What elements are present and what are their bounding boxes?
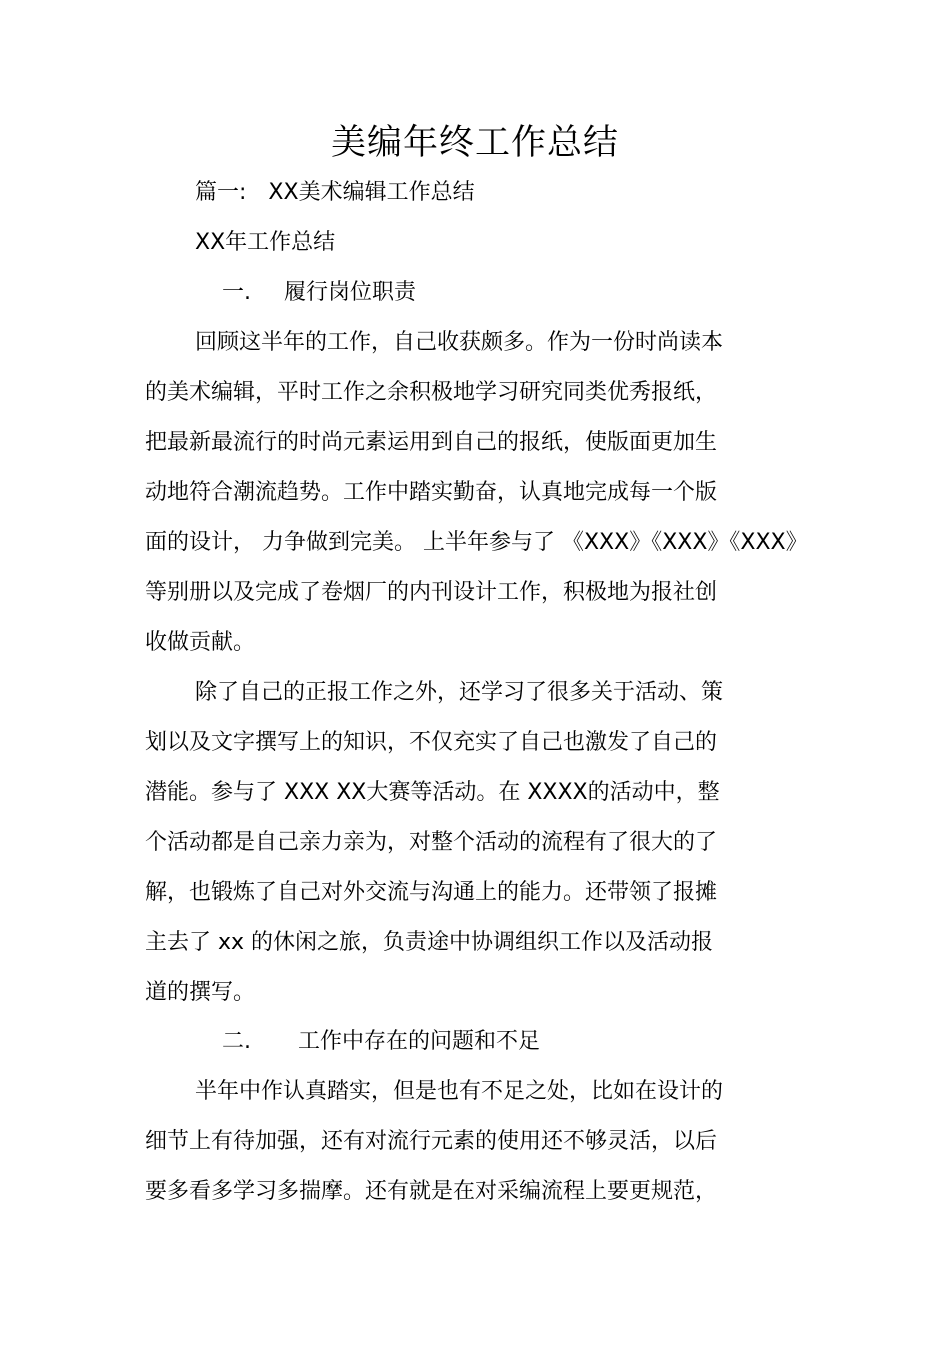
para2-line: 划以及文字撰写上的知识，不仅充实了自己也激发了自己的 [145, 730, 718, 755]
section2-title: 工作中存在的问题和不足 [298, 1029, 541, 1054]
heading-part1-label: 篇一: [195, 180, 247, 205]
para2-line: 道的撰写。 [145, 980, 256, 1005]
para1-line: 回顾这半年的工作，自己收获颇多。作为一份时尚读本 [195, 330, 724, 355]
heading-part1 [195, 178, 475, 208]
para2-line: 除了自己的正报工作之外，还学习了很多关于活动、策 [195, 680, 724, 705]
heading-part1-text: XX美术编辑工作总结 [268, 180, 475, 205]
section2-heading [222, 1027, 540, 1057]
para3-line: 要多看多学习多揣摩。还有就是在对采编流程上要更规范， [145, 1179, 718, 1204]
section1-number: 一. [222, 280, 251, 305]
para1-line: 面的设计， 力争做到完美。 上半年参与了 《XXX》《XXX》《XXX》 [145, 530, 808, 555]
para1-line: 收做贡献。 [145, 630, 256, 655]
para2-line: 解，也锻炼了自己对外交流与沟通上的能力。还带领了报摊 [145, 880, 718, 905]
para2-line: 个活动都是自己亲力亲为，对整个活动的流程有了很大的了 [145, 830, 718, 855]
section1-heading [222, 278, 416, 308]
para3-line: 细节上有待加强，还有对流行元素的使用还不够灵活，以后 [145, 1129, 718, 1154]
para1-line: 的美术编辑，平时工作之余积极地学习研究同类优秀报纸， [145, 380, 718, 405]
document-title: 美编年终工作总结 [330, 123, 619, 163]
heading-year: XX年工作总结 [195, 230, 336, 255]
para1-line: 等别册以及完成了卷烟厂的内刊设计工作，积极地为报社创 [145, 580, 718, 605]
para1-line: 把最新最流行的时尚元素运用到自己的报纸，使版面更加生 [145, 430, 718, 455]
para2-line: 潜能。参与了 XXX XX大赛等活动。在 XXXX的活动中，整 [145, 780, 720, 805]
para2-line: 主去了 xx 的休闲之旅，负责途中协调组织工作以及活动报 [145, 930, 714, 955]
para1-line: 动地符合潮流趋势。工作中踏实勤奋，认真地完成每一个版 [145, 480, 718, 505]
para3-line: 半年中作认真踏实，但是也有不足之处，比如在设计的 [195, 1079, 724, 1104]
section1-title: 履行岗位职责 [284, 280, 417, 305]
section2-number: 二. [222, 1029, 251, 1054]
